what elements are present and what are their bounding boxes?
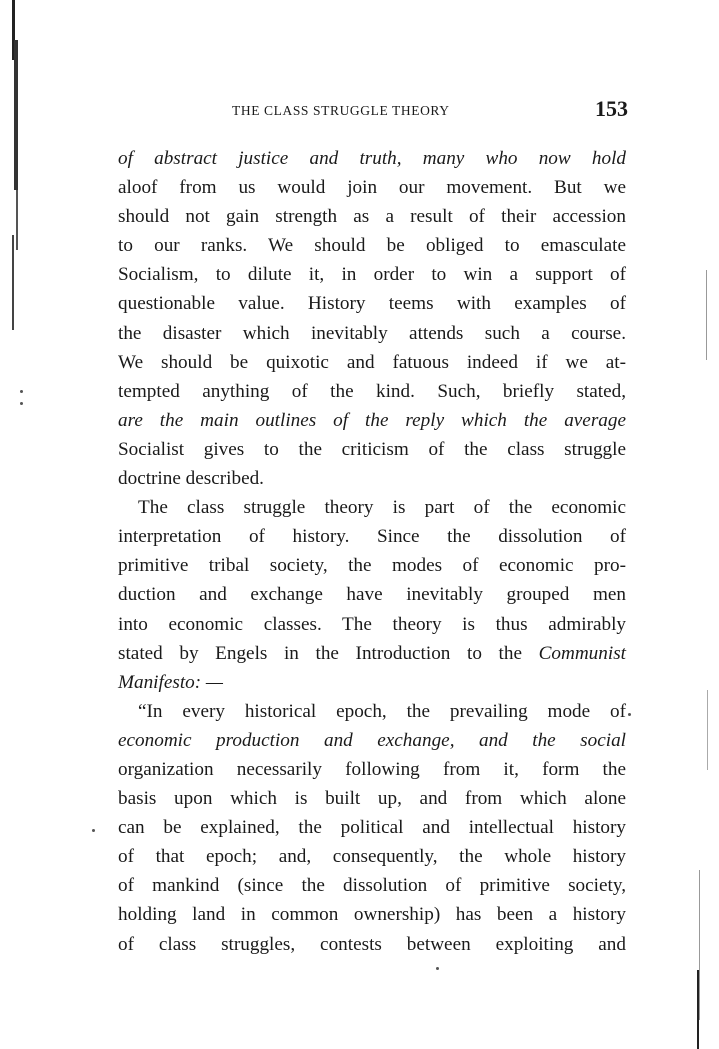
italic-text: are the main outlines of the reply which the average [118,409,626,431]
text-line [118,784,626,813]
page-edge-shadow [706,270,707,360]
roman-text: should not gain strength as a result of their accession [118,206,626,228]
roman-text: We should be quixotic and fatuous indeed if we at- [118,351,626,373]
roman-text: “In every historical epoch, the prevailing mode of [138,700,626,722]
running-head [118,96,628,126]
paragraph-continuation [118,144,626,493]
text-line [118,493,626,522]
text-line [118,231,626,260]
roman-text: duction and exchange have inevitably grouped men [118,584,626,606]
paragraph-engels-quote [118,697,626,959]
italic-text: economic production and exchange, and the social [118,729,626,751]
text-line [118,697,626,726]
scan-speck [436,967,439,970]
text-line [118,289,626,318]
roman-text: the disaster which inevitably attends such a course. [118,322,626,344]
scan-speck [628,713,631,716]
roman-text: primitive tribal society, the modes of economic pro- [118,555,626,577]
text-line [118,522,626,551]
roman-text: of class struggles, contests between exploiting and [118,933,626,955]
text-line [118,348,626,377]
roman-text: Socialist gives to the criticism of the class struggle [118,438,626,460]
text-line [118,319,626,348]
text-line [118,202,626,231]
roman-text: stated by Engels in the Introduction to the [118,642,539,664]
scan-speck [20,390,23,393]
roman-text: can be explained, the political and intellectual history [118,817,626,839]
running-title: THE CLASS STRUGGLE THEORY [232,103,450,118]
text-line [118,173,626,202]
text-line [118,755,626,784]
italic-text: of abstract justice and truth, many who now hold [118,148,626,169]
text-line [118,144,626,173]
page-edge-shadow [697,970,699,1049]
roman-text: of mankind (since the dissolution of primitive society, [118,875,626,897]
text-line [118,551,626,580]
roman-text: doctrine described. [118,468,264,490]
page-number: 153 [595,96,628,121]
italic-text: Manifesto: — [118,671,223,693]
roman-text: questionable value. History teems with examples of [118,293,626,315]
body-text [118,144,626,959]
text-line [118,871,626,900]
text-line [118,930,626,959]
roman-text: organization necessarily following from it, form the [118,758,626,780]
italic-text: Communist [538,642,626,664]
roman-text: to our ranks. We should be obliged to emasculate [118,235,626,257]
text-line [118,435,626,464]
text-line [118,406,626,435]
text-line [118,639,626,668]
roman-text: of that epoch; and, consequently, the whole history [118,846,626,868]
text-line [118,726,626,755]
roman-text: aloof from us would join our movement. But we [118,177,626,199]
scan-speck [92,829,95,832]
binding-shadow [12,235,14,330]
binding-shadow [16,190,18,250]
text-line [118,668,626,697]
text-line [118,377,626,406]
roman-text: holding land in common ownership) has been a history [118,904,626,926]
text-line [118,464,626,493]
scan-speck [20,402,23,405]
roman-text: basis upon which is built up, and from which alone [118,788,626,810]
text-line [118,813,626,842]
roman-text: Socialism, to dilute it, in order to win a support of [118,264,626,286]
page-edge-shadow [699,870,700,1020]
text-line [118,842,626,871]
text-line [118,610,626,639]
roman-text: tempted anything of the kind. Such, briefly stated, [118,380,626,402]
paragraph-class-struggle [118,493,626,697]
binding-shadow [14,40,18,190]
roman-text: interpretation of history. Since the dissolution of [118,526,626,548]
text-line [118,260,626,289]
text-line [118,900,626,929]
roman-text: into economic classes. The theory is thus admirably [118,613,626,635]
roman-text: The class struggle theory is part of the economic [138,497,626,519]
page-edge-shadow [707,690,708,770]
text-line [118,580,626,609]
